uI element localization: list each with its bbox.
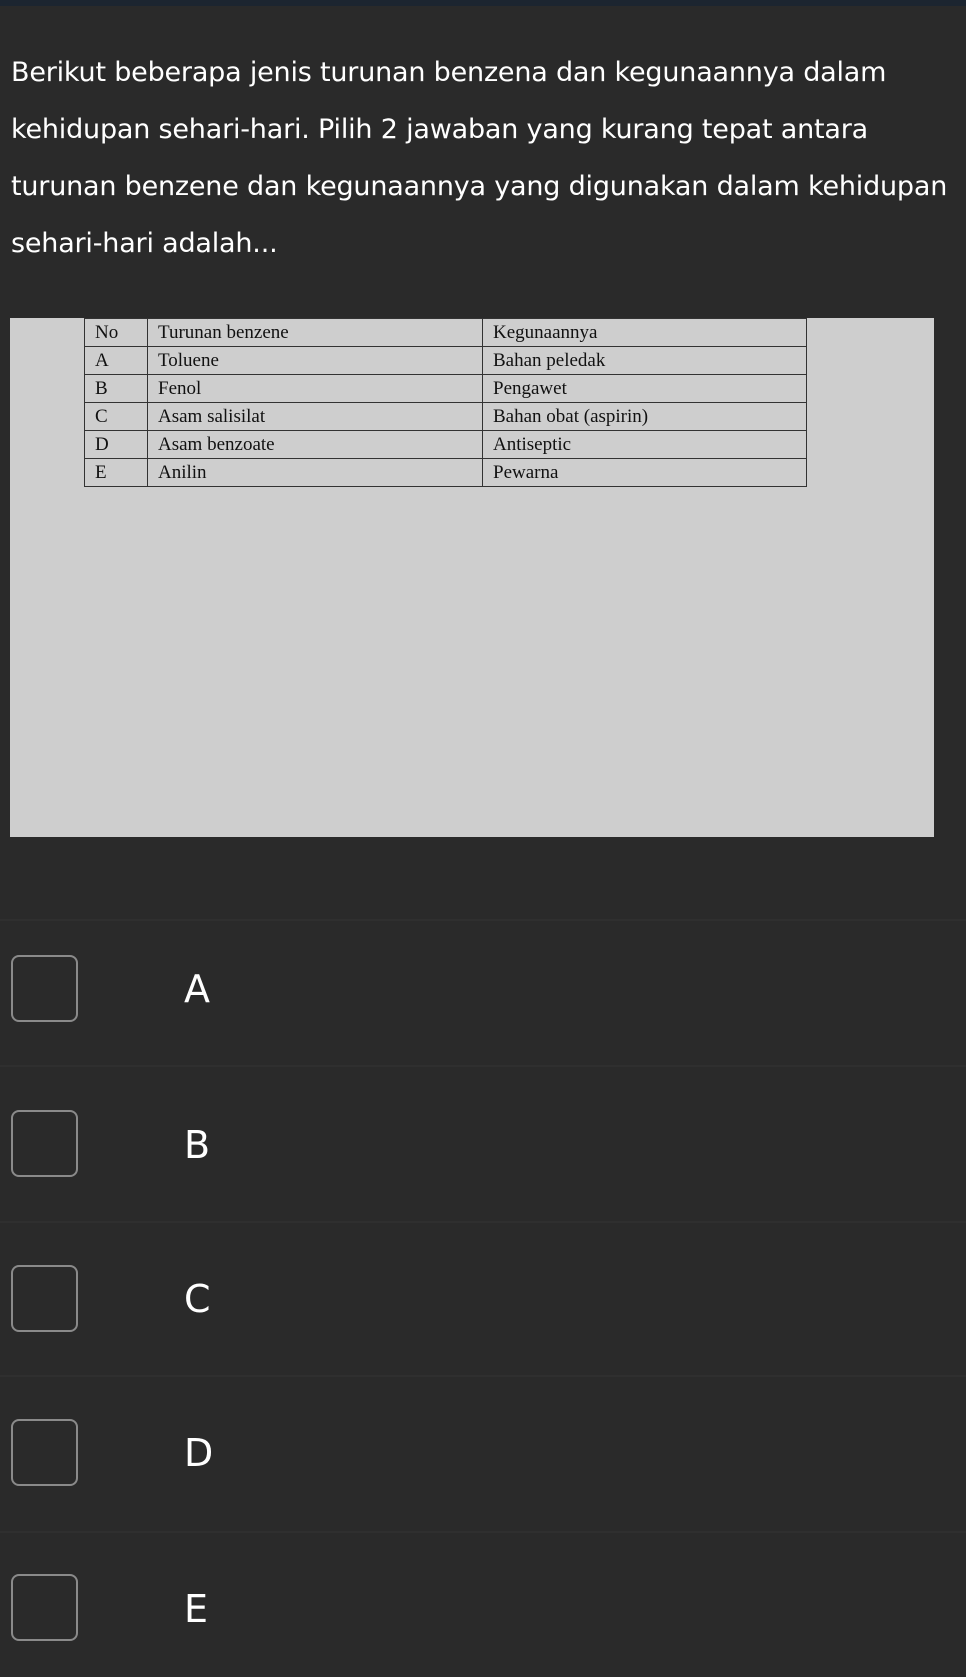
option-e[interactable] xyxy=(0,1533,966,1677)
option-d[interactable] xyxy=(0,1377,966,1521)
cell-derivative: Fenol xyxy=(148,375,483,403)
header-use: Kegunaannya xyxy=(483,319,807,347)
table-row xyxy=(85,347,807,375)
option-e-checkbox[interactable] xyxy=(11,1574,78,1641)
question-text: Berikut beberapa jenis turunan benzena dan kegunaannya dalam kehidupan sehari-hari. Pilih 2 jawaban yang kurang tepat antara turunan benzene dan kegunaannya yang digunakan dalam kehidupan sehari-hari adalah... xyxy=(11,57,948,259)
cell-use: Pewarna xyxy=(483,459,807,487)
cell-use: Pengawet xyxy=(483,375,807,403)
cell-use: Bahan obat (aspirin) xyxy=(483,403,807,431)
cell-derivative: Toluene xyxy=(148,347,483,375)
option-c-label: C xyxy=(184,1277,211,1321)
cell-no: B xyxy=(85,375,148,403)
top-strip xyxy=(0,0,966,6)
table-header-row xyxy=(85,319,807,347)
table-row xyxy=(85,375,807,403)
cell-use: Antiseptic xyxy=(483,431,807,459)
cell-no: D xyxy=(85,431,148,459)
option-a[interactable] xyxy=(0,921,966,1065)
benzene-table xyxy=(84,318,807,487)
option-b-checkbox[interactable] xyxy=(11,1110,78,1177)
cell-use: Bahan peledak xyxy=(483,347,807,375)
cell-no: C xyxy=(85,403,148,431)
cell-derivative: Asam salisilat xyxy=(148,403,483,431)
cell-derivative: Anilin xyxy=(148,459,483,487)
option-b-label: B xyxy=(184,1123,211,1167)
option-e-label: E xyxy=(184,1587,209,1631)
cell-no: E xyxy=(85,459,148,487)
option-d-checkbox[interactable] xyxy=(11,1419,78,1486)
option-c[interactable] xyxy=(0,1223,966,1367)
table-row xyxy=(85,459,807,487)
cell-derivative: Asam benzoate xyxy=(148,431,483,459)
table-row xyxy=(85,403,807,431)
header-no: No xyxy=(85,319,148,347)
cell-no: A xyxy=(85,347,148,375)
option-a-checkbox[interactable] xyxy=(11,955,78,1022)
option-c-checkbox[interactable] xyxy=(11,1265,78,1332)
table-row xyxy=(85,431,807,459)
question-image xyxy=(10,318,934,837)
option-d-label: D xyxy=(184,1431,214,1475)
header-derivative: Turunan benzene xyxy=(148,319,483,347)
option-b[interactable] xyxy=(0,1067,966,1211)
option-a-label: A xyxy=(184,967,210,1011)
